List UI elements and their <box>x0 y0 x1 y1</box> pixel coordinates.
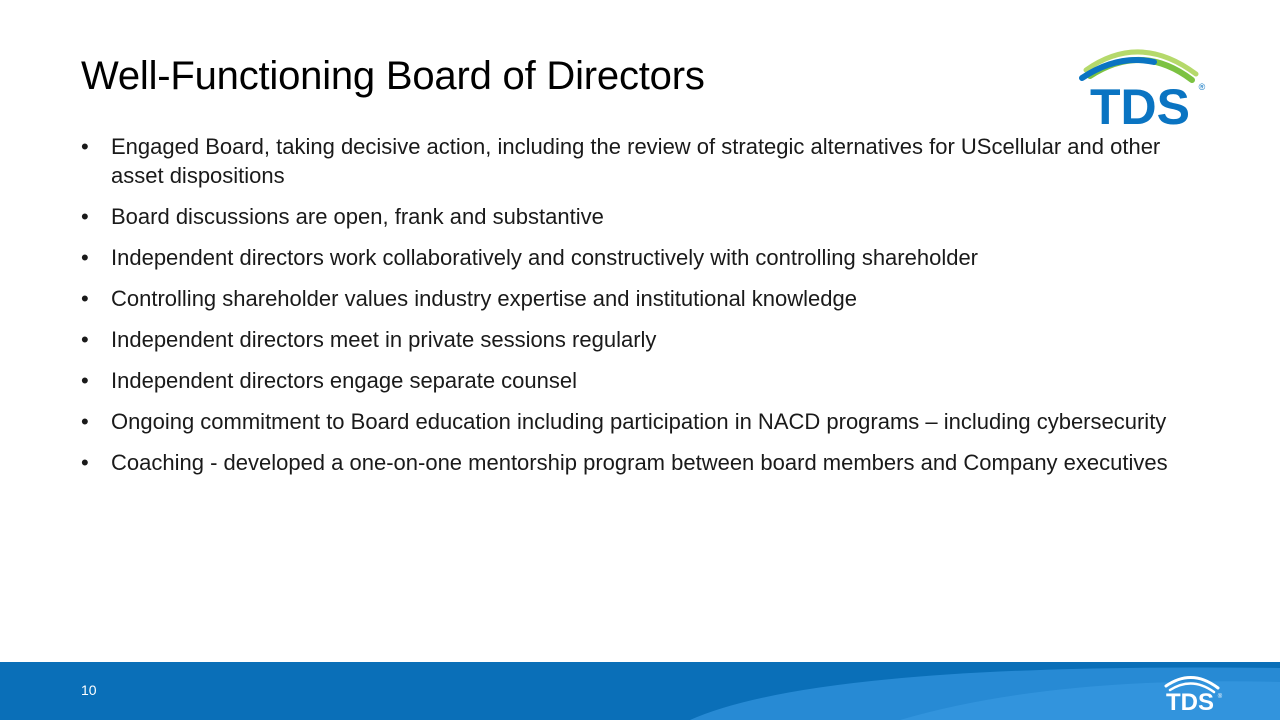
logo-text: TDS <box>1090 79 1190 128</box>
footer-logo-registered-mark: ® <box>1217 694 1223 700</box>
bullet-item <box>81 366 1171 395</box>
tds-logo <box>1078 40 1208 128</box>
bullet-item <box>81 407 1171 436</box>
bullet-item <box>81 132 1171 190</box>
bullet-text: Independent directors work collaboratively and constructively with controlling shareholder <box>111 245 979 270</box>
bullet-item <box>81 325 1171 354</box>
footer-band <box>0 662 1280 720</box>
bullet-text: Controlling shareholder values industry expertise and institutional knowledge <box>111 286 857 311</box>
bullet-glyph: • <box>81 134 89 159</box>
bullet-item <box>81 284 1171 313</box>
bullet-glyph: • <box>81 204 89 229</box>
bullet-text: Coaching - developed a one-on-one mentorship program between board members and Company executives <box>111 450 1168 475</box>
bullet-text: Ongoing commitment to Board education including participation in NACD programs – including cybersecurity <box>111 409 1167 434</box>
bullet-text: Independent directors meet in private sessions regularly <box>111 327 657 352</box>
footer-logo-text: TDS <box>1166 689 1214 714</box>
footer-wave <box>0 662 1280 720</box>
bullet-item <box>81 202 1171 231</box>
logo-registered-mark: ® <box>1198 82 1206 92</box>
footer-tds-logo <box>1160 670 1224 714</box>
page-number: 10 <box>81 682 97 698</box>
bullet-glyph: • <box>81 450 89 475</box>
bullet-text: Independent directors engage separate counsel <box>111 368 578 393</box>
slide-title: Well-Functioning Board of Directors <box>81 54 705 98</box>
bullet-text: Board discussions are open, frank and substantive <box>111 204 604 229</box>
bullet-item <box>81 448 1171 477</box>
bullet-list <box>81 132 1171 489</box>
bullet-item <box>81 243 1171 272</box>
bullet-text: Engaged Board, taking decisive action, including the review of strategic alternatives for UScellular and other asset dispositions <box>111 134 1161 188</box>
bullet-glyph: • <box>81 286 89 311</box>
bullet-glyph: • <box>81 245 89 270</box>
bullet-glyph: • <box>81 368 89 393</box>
bullet-glyph: • <box>81 327 89 352</box>
bullet-glyph: • <box>81 409 89 434</box>
